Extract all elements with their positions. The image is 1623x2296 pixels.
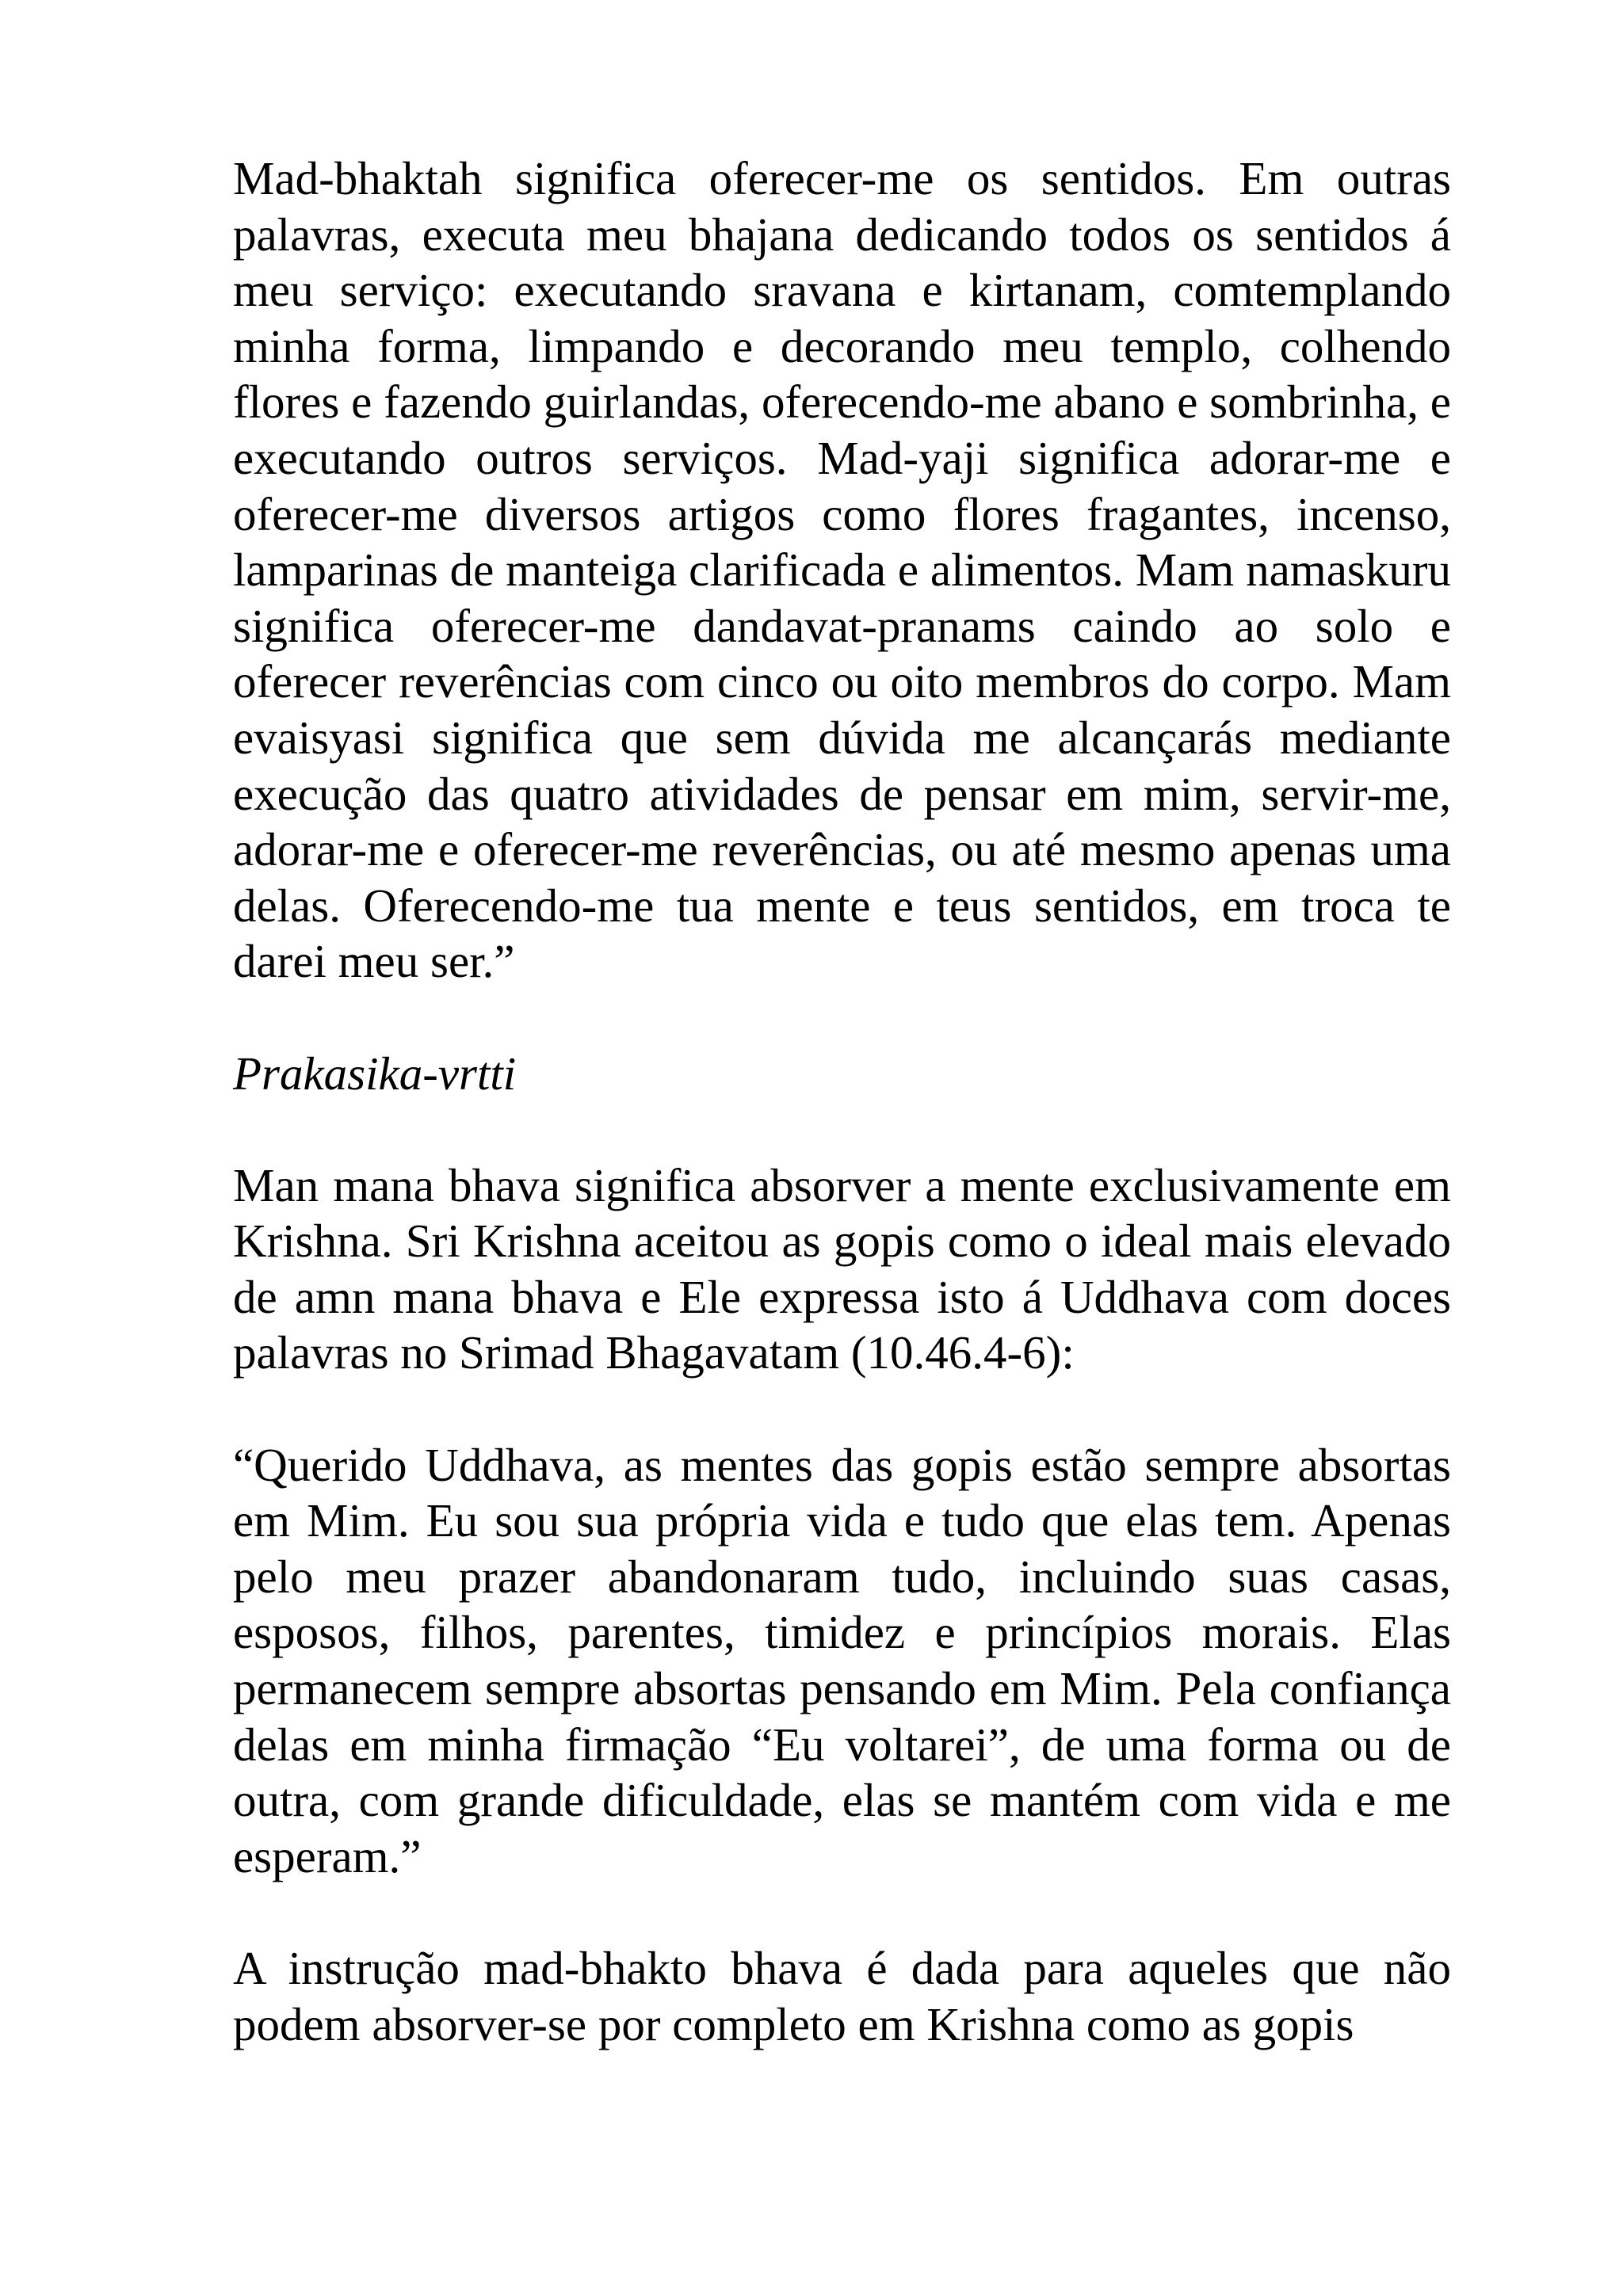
paragraph-mad-bhaktah: Mad-bhaktah significa oferecer-me os sentidos. Em outras palavras, executa meu bhajana dedicando todos os sentidos á meu serviço: executando sravana e kirtanam, comtemplando minha forma, limpando e decorando meu templo, colhendo flores e fazendo guirlandas, oferecendo-me abano e sombrinha, e executando outros serviços. Mad-yaji significa adorar-me e oferecer-me diversos artigos como flores fragantes, incenso, lamparinas de manteiga clarificada e alimentos. Mam namaskuru significa oferecer-me dandavat-pranams caindo ao solo e oferecer reverências com cinco ou oito membros do corpo. Mam evaisyasi significa que sem dúvida me alcançarás mediante execução das quatro atividades de pensar em mim, servir-me, adorar-me e oferecer-me reverências, ou até mesmo apenas uma delas. Oferecendo-me tua mente e teus sentidos, em troca te darei meu ser.” — [233, 152, 1451, 988]
paragraph-spacer — [233, 1101, 1451, 1158]
paragraph-man-mana-bhava: Man mana bhava significa absorver a mente exclusivamente em Krishna. Sri Krishna aceitou as gopis como o ideal mais elevado de amn mana bhava e Ele expressa isto á Uddhava com doces palavras no Srimad Bhagavatam (10.46.4-6): — [233, 1158, 1451, 1379]
paragraph-spacer — [233, 1381, 1451, 1437]
paragraph-spacer — [233, 1884, 1451, 1940]
paragraph-uddhava-quote: “Querido Uddhava, as mentes das gopis estão sempre absortas em Mim. Eu sou sua própria vida e tudo que elas tem. Apenas pelo meu prazer abandonaram tudo, incluindo suas casas, esposos, filhos, parentes, timidez e princípios morais. Elas permanecem sempre absortas pensando em Mim. Pela confiança delas em minha firmação “Eu voltarei”, de uma forma ou de outra, com grande dificuldade, elas se mantém com vida e me esperam.” — [233, 1438, 1451, 1882]
paragraph-spacer — [233, 990, 1451, 1046]
section-heading: Prakasika-vrtti — [233, 1047, 517, 1100]
document-page — [233, 151, 1451, 2052]
paragraph-instruction: A instrução mad-bhakto bhava é dada para aqueles que não podem absorver-se por completo em Krishna como as gopis — [233, 1942, 1451, 2050]
